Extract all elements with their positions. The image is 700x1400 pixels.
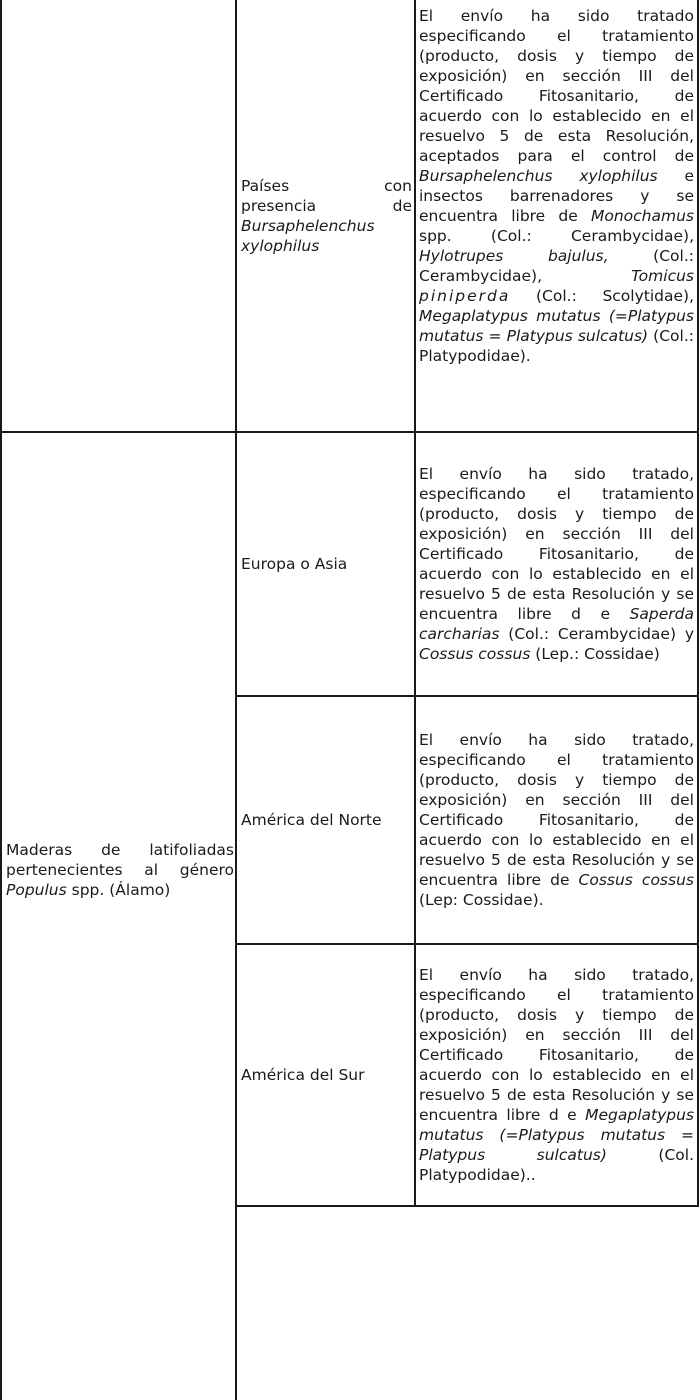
requirement-text-europa: El envío ha sido tratado, especificando el tratamiento (producto, dosis y tiempo de exposición) en sección III del Certificado Fitosanitario, de acuerdo con lo establecido en el resuelvo 5 de esta Resolución y se encuentra libre d e Saperda carcharias (Col.: Cerambycidae) y Cossus cossus (Lep.: Cossidae) [419, 465, 694, 663]
requirement-text-sur: El envío ha sido tratado, especificando el tratamiento (producto, dosis y tiempo de exposición) en sección III del Certificado Fitosanitario, de acuerdo con lo establecido en el resuelvo 5 de esta Resolución y se encuentra libre d e Megaplatypus mutatus (=Platypus mutatus = Platypus sulcatus) (Col. Platypodidae).. [419, 966, 694, 1184]
region-text-europa: Europa o Asia [241, 555, 348, 573]
product-cell-populus [6, 820, 234, 920]
requirement-text-bursaphelenchus: El envío ha sido tratado especificando el tratamiento (producto, dosis y tiempo de exposición) en sección III del Certificado Fitosanitario, de acuerdo con lo establecido en el resuelvo 5 de esta Resolución, aceptados para el control de Bursaphelenchus xylophilus e insectos barrenadores y se encuentra libre de Monochamus spp. (Col.: Cerambycidae), Hylotrupes bajulus, (Col.: Cerambycidae), Tomicus piniperda (Col.: Scolytidae), Megaplatypus mutatus (=Platypus mutatus = Platypus sulcatus) (Col.: Platypodidae). [419, 7, 694, 365]
region-text-norte: América del Norte [241, 811, 382, 829]
table-border-right [697, 0, 699, 1207]
region-text-bursaphelenchus: Países con presencia de Bursaphelenchus xylophilus [241, 176, 412, 255]
table-border-left [0, 0, 2, 1400]
product-text-populus: Maderas de latifoliadas pertenecientes al género Populus spp. (Álamo) [6, 841, 234, 899]
requirement-cell-sur [417, 945, 696, 1205]
requirement-cell-norte [417, 697, 696, 943]
row-divider-sur [235, 1205, 699, 1207]
requirement-cell-europa [417, 433, 696, 695]
region-text-sur: América del Sur [241, 1066, 365, 1084]
table-column-divider-1 [235, 0, 237, 1400]
region-cell-bursaphelenchus [239, 0, 414, 431]
requirement-text-norte: El envío ha sido tratado, especificando el tratamiento (producto, dosis y tiempo de exposición) en sección III del Certificado Fitosanitario, de acuerdo con lo establecido en el resuelvo 5 de esta Resolución y se encuentra libre de Cossus cossus (Lep: Cossidae). [419, 731, 694, 909]
region-cell-sur [239, 945, 414, 1205]
requirement-cell-bursaphelenchus [417, 6, 696, 426]
region-cell-europa [239, 433, 414, 695]
region-cell-norte [239, 697, 414, 943]
table-column-divider-2 [414, 0, 416, 1207]
